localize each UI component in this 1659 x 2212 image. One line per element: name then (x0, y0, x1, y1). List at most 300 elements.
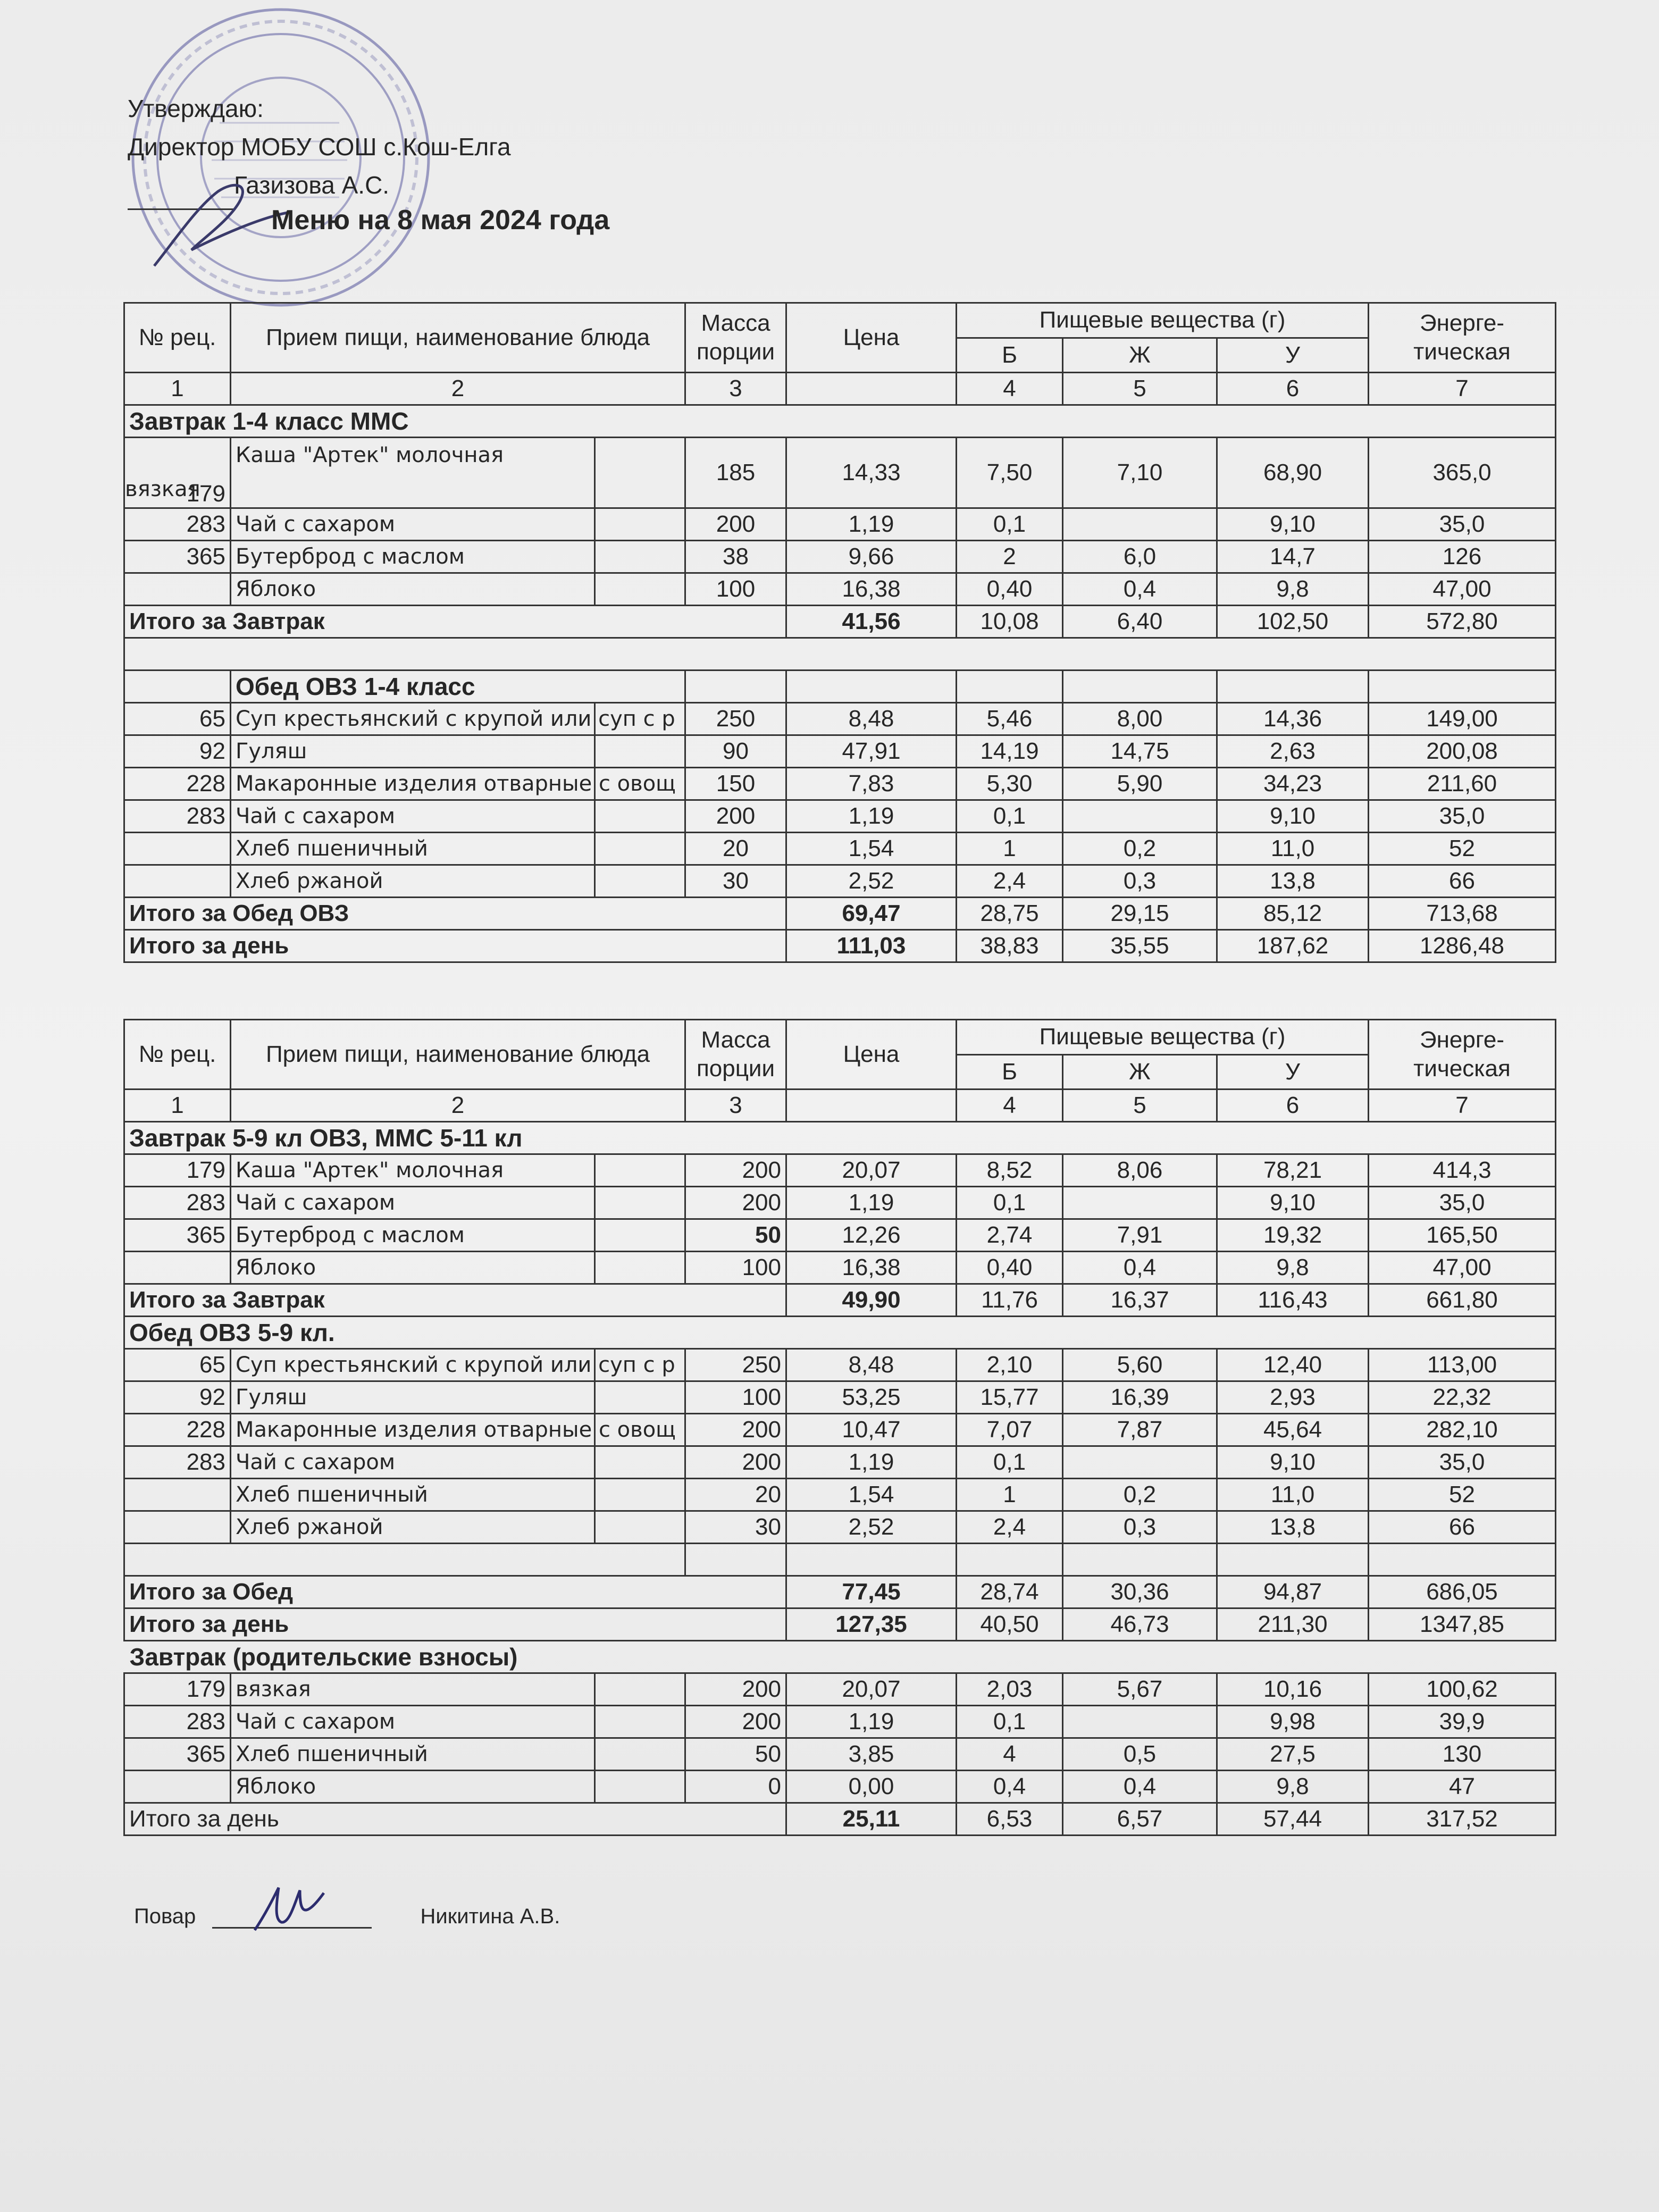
col-zh: Ж (1063, 1054, 1217, 1090)
day-total-zh: 35,55 (1063, 930, 1217, 962)
mass-cell: 200 (685, 1154, 786, 1187)
energy-cell: 100,62 (1369, 1673, 1556, 1706)
total-b: 10,08 (957, 606, 1063, 638)
mass-cell: 200 (685, 1446, 786, 1479)
dish-extra-cell (595, 1446, 685, 1479)
rec-cell (124, 573, 231, 606)
table-row (124, 1381, 1556, 1414)
day-total-energy: 1286,48 (1369, 930, 1556, 962)
num-3: 3 (685, 1090, 786, 1122)
mass-cell: 20 (685, 1479, 786, 1511)
col-energy: Энерге-тическая (1369, 1020, 1556, 1090)
price-cell: 20,07 (786, 1154, 957, 1187)
energy-cell: 365,0 (1369, 438, 1556, 508)
zh-cell: 0,5 (1063, 1738, 1217, 1771)
table-row (124, 1252, 1556, 1284)
energy-cell: 47,00 (1369, 1252, 1556, 1284)
section-title: Обед ОВЗ 5-9 кл. (124, 1317, 1556, 1349)
dish-name-cell: Хлеб пшеничный (231, 833, 595, 865)
rec-cell: 92 (124, 735, 231, 768)
energy-cell: 200,08 (1369, 735, 1556, 768)
cook-signature (249, 1877, 329, 1936)
b-cell: 1 (957, 833, 1063, 865)
mass-cell: 30 (685, 865, 786, 898)
column-numbers-row (124, 373, 1556, 405)
mass-cell: 50 (685, 1219, 786, 1252)
dish-extra-cell (595, 735, 685, 768)
day-total-u: 211,30 (1217, 1608, 1369, 1641)
zh-cell: 0,4 (1063, 1771, 1217, 1803)
section-title-row (124, 1641, 1556, 1673)
u-cell: 11,0 (1217, 1479, 1369, 1511)
energy-cell: 414,3 (1369, 1154, 1556, 1187)
dish-extra-cell (595, 573, 685, 606)
mass-cell: 90 (685, 735, 786, 768)
table-row (124, 1446, 1556, 1479)
b-cell: 5,30 (957, 768, 1063, 800)
dish-name-cell: Макаронные изделия отварные с овощ (231, 768, 595, 800)
energy-cell: 35,0 (1369, 1446, 1556, 1479)
b-cell: 2,74 (957, 1219, 1063, 1252)
dish-name-cell: Яблоко (231, 573, 595, 606)
num-6: 6 (1217, 1090, 1369, 1122)
column-numbers-row (124, 1090, 1556, 1122)
u-cell: 78,21 (1217, 1154, 1369, 1187)
dish-name-cell: Чай с сахаром (231, 508, 595, 541)
table-row (124, 833, 1556, 865)
day-total-zh: 46,73 (1063, 1608, 1217, 1641)
day-total-label: Итого за день (124, 1608, 786, 1641)
col-rec-no: № рец. (124, 1020, 231, 1090)
num-3: 3 (685, 373, 786, 405)
zh-cell (1063, 1706, 1217, 1738)
dish-name-cell: Гуляш (231, 1381, 595, 1414)
table-row (124, 573, 1556, 606)
header-row (124, 1020, 1556, 1055)
total-zh: 6,40 (1063, 606, 1217, 638)
energy-cell: 39,9 (1369, 1706, 1556, 1738)
num-2: 2 (231, 1090, 685, 1122)
price-cell: 53,25 (786, 1381, 957, 1414)
dish-name-cell: Яблоко (231, 1771, 595, 1803)
rec-cell (124, 1479, 231, 1511)
dish-name-cell: Чай с сахаром (231, 1187, 595, 1219)
u-cell: 19,32 (1217, 1219, 1369, 1252)
col-energy: Энерге-тическая (1369, 303, 1556, 373)
director-name: Газизова А.С. (234, 171, 390, 199)
footer-cook (134, 1904, 560, 1929)
section-title-row (124, 405, 1556, 438)
price-cell: 1,19 (786, 1187, 957, 1219)
dish-name-cell: Хлеб ржаной (231, 865, 595, 898)
total-price: 77,45 (786, 1576, 957, 1608)
zh-cell: 6,0 (1063, 541, 1217, 573)
total-label: Итого за Завтрак (124, 1284, 786, 1317)
dish-name-cell: Хлеб пшеничный (231, 1479, 595, 1511)
num-4: 4 (957, 373, 1063, 405)
rec-cell: 65 (124, 703, 231, 735)
table-row (124, 508, 1556, 541)
b-cell: 15,77 (957, 1381, 1063, 1414)
price-cell: 9,66 (786, 541, 957, 573)
zh-cell: 0,2 (1063, 833, 1217, 865)
dish-name-cell: Суп крестьянский с крупой или суп с р (231, 703, 595, 735)
section-title: Завтрак (родительские взносы) (124, 1641, 1556, 1673)
col-meal-name: Прием пищи, наименование блюда (231, 1020, 685, 1090)
rec-cell: 283 (124, 1446, 231, 1479)
total-u: 94,87 (1217, 1576, 1369, 1608)
rec-cell: 283 (124, 508, 231, 541)
energy-cell: 52 (1369, 1479, 1556, 1511)
rec-cell (124, 833, 231, 865)
mass-cell: 200 (685, 508, 786, 541)
b-cell: 7,50 (957, 438, 1063, 508)
rec-cell (124, 1252, 231, 1284)
dish-extra-cell (595, 1154, 685, 1187)
energy-cell: 126 (1369, 541, 1556, 573)
zh-cell: 8,00 (1063, 703, 1217, 735)
director-line: Директор МОБУ СОШ с.Кош-Елга (128, 133, 511, 161)
rec-cell: 283 (124, 1187, 231, 1219)
dish-name-line2: вязкая (125, 477, 200, 501)
dish-name-cell: Хлеб пшеничный (231, 1738, 595, 1771)
mass-cell: 100 (685, 573, 786, 606)
approve-label: Утверждаю: (128, 95, 264, 122)
col-b: Б (957, 338, 1063, 373)
table-row (124, 1511, 1556, 1544)
dish-extra-cell (595, 1673, 685, 1706)
section-title: Завтрак 1-4 класс ММС (124, 405, 1556, 438)
u-cell: 14,36 (1217, 703, 1369, 735)
energy-cell: 113,00 (1369, 1349, 1556, 1381)
u-cell: 9,10 (1217, 1446, 1369, 1479)
zh-cell: 5,67 (1063, 1673, 1217, 1706)
table-row (124, 735, 1556, 768)
u-cell: 13,8 (1217, 1511, 1369, 1544)
table-row (124, 703, 1556, 735)
dish-extra-cell (595, 1771, 685, 1803)
zh-cell (1063, 508, 1217, 541)
rec-cell: 365 (124, 541, 231, 573)
dish-name-cell: Хлеб ржаной (231, 1511, 595, 1544)
u-cell: 34,23 (1217, 768, 1369, 800)
mass-cell: 150 (685, 768, 786, 800)
zh-cell: 16,39 (1063, 1381, 1217, 1414)
mass-cell: 185 (685, 438, 786, 508)
price-cell: 1,19 (786, 1706, 957, 1738)
dish-name-cell: Каша "Артек" молочная (231, 1154, 595, 1187)
total-u: 116,43 (1217, 1284, 1369, 1317)
price-cell: 1,19 (786, 800, 957, 833)
u-cell: 2,63 (1217, 735, 1369, 768)
zh-cell: 14,75 (1063, 735, 1217, 768)
u-cell: 13,8 (1217, 865, 1369, 898)
u-cell: 9,10 (1217, 508, 1369, 541)
mass-cell: 0 (685, 1771, 786, 1803)
section-title-row (124, 1317, 1556, 1349)
table-row (124, 1187, 1556, 1219)
rec-cell: 228 (124, 1414, 231, 1446)
price-cell: 7,83 (786, 768, 957, 800)
col-zh: Ж (1063, 338, 1217, 373)
dish-extra-cell (595, 1381, 685, 1414)
u-cell: 14,7 (1217, 541, 1369, 573)
section-title: Обед ОВЗ 1-4 класс (231, 671, 685, 703)
b-cell: 2 (957, 541, 1063, 573)
dish-name-cell: Чай с сахаром (231, 800, 595, 833)
day-total-label: Итого за день (124, 930, 786, 962)
mass-cell: 200 (685, 1706, 786, 1738)
energy-cell: 211,60 (1369, 768, 1556, 800)
dish-extra-cell (595, 1187, 685, 1219)
rec-cell (124, 1771, 231, 1803)
col-u: У (1217, 338, 1369, 373)
dish-extra-cell (595, 1511, 685, 1544)
day-total-b: 40,50 (957, 1608, 1063, 1641)
zh-cell (1063, 800, 1217, 833)
mass-cell: 200 (685, 800, 786, 833)
price-cell: 1,19 (786, 508, 957, 541)
total-price: 41,56 (786, 606, 957, 638)
cook-signature-line (212, 1904, 372, 1929)
mass-cell: 100 (685, 1381, 786, 1414)
total-zh: 6,57 (1063, 1803, 1217, 1836)
price-cell: 1,54 (786, 833, 957, 865)
rec-cell: 179 (124, 438, 231, 508)
rec-cell: 92 (124, 1381, 231, 1414)
table-row (124, 438, 1556, 508)
table-row (124, 1154, 1556, 1187)
mass-cell: 100 (685, 1252, 786, 1284)
num-7: 7 (1369, 373, 1556, 405)
total-row (124, 1284, 1556, 1317)
rec-cell (124, 865, 231, 898)
total-zh: 29,15 (1063, 898, 1217, 930)
u-cell: 68,90 (1217, 438, 1369, 508)
dish-extra-cell (595, 508, 685, 541)
header-row (124, 303, 1556, 338)
b-cell: 0,1 (957, 1706, 1063, 1738)
cook-label: Повар (134, 1905, 196, 1928)
total-label: Итого за Обед (124, 1576, 786, 1608)
num-6: 6 (1217, 373, 1369, 405)
dish-name-cell: Макаронные изделия отварные с овощ (231, 1414, 595, 1446)
mass-cell: 50 (685, 1738, 786, 1771)
b-cell: 0,1 (957, 800, 1063, 833)
day-total-row (124, 930, 1556, 962)
dish-extra-cell (595, 1252, 685, 1284)
b-cell: 14,19 (957, 735, 1063, 768)
spacer-row (124, 1544, 1556, 1576)
price-cell: 8,48 (786, 703, 957, 735)
rec-cell: 228 (124, 768, 231, 800)
u-cell: 9,10 (1217, 800, 1369, 833)
price-cell: 16,38 (786, 1252, 957, 1284)
num-4: 4 (957, 1090, 1063, 1122)
day-total-energy: 1347,85 (1369, 1608, 1556, 1641)
zh-cell (1063, 1187, 1217, 1219)
col-rec-no: № рец. (124, 303, 231, 373)
day-total-row (124, 1608, 1556, 1641)
menu-table-5-11 (123, 1019, 1556, 1836)
table-row (124, 1706, 1556, 1738)
b-cell: 2,03 (957, 1673, 1063, 1706)
mass-cell: 20 (685, 833, 786, 865)
num-2: 2 (231, 373, 685, 405)
col-mass: Масса порции (685, 1020, 786, 1090)
total-price: 49,90 (786, 1284, 957, 1317)
u-cell: 9,8 (1217, 1771, 1369, 1803)
zh-cell: 7,91 (1063, 1219, 1217, 1252)
zh-cell: 0,2 (1063, 1479, 1217, 1511)
u-cell: 2,93 (1217, 1381, 1369, 1414)
energy-cell: 130 (1369, 1738, 1556, 1771)
col-u: У (1217, 1054, 1369, 1090)
table-row (124, 1219, 1556, 1252)
energy-cell: 35,0 (1369, 800, 1556, 833)
cook-name: Никитина А.В. (420, 1905, 560, 1928)
day-total-b: 38,83 (957, 930, 1063, 962)
energy-cell: 22,32 (1369, 1381, 1556, 1414)
dish-name-cell: Гуляш (231, 735, 595, 768)
table-row (124, 541, 1556, 573)
price-cell: 8,48 (786, 1349, 957, 1381)
mass-cell: 250 (685, 1349, 786, 1381)
dish-name-cell: Чай с сахаром (231, 1446, 595, 1479)
dish-extra-cell (595, 1706, 685, 1738)
energy-cell: 52 (1369, 833, 1556, 865)
zh-cell (1063, 1446, 1217, 1479)
mass-cell: 200 (685, 1414, 786, 1446)
b-cell: 2,4 (957, 865, 1063, 898)
u-cell: 11,0 (1217, 833, 1369, 865)
dish-name-line1: Каша "Артек" молочная (236, 443, 504, 467)
dish-extra-cell (595, 833, 685, 865)
zh-cell: 0,3 (1063, 1511, 1217, 1544)
dish-name-cell: Суп крестьянский с крупой или суп с р (231, 1349, 595, 1381)
energy-cell: 47,00 (1369, 573, 1556, 606)
num-7: 7 (1369, 1090, 1556, 1122)
b-cell: 5,46 (957, 703, 1063, 735)
total-zh: 16,37 (1063, 1284, 1217, 1317)
u-cell: 12,40 (1217, 1349, 1369, 1381)
table-row (124, 1771, 1556, 1803)
col-nutrients: Пищевые вещества (г) (957, 1020, 1369, 1055)
mass-cell: 200 (685, 1673, 786, 1706)
section-title: Завтрак 5-9 кл ОВЗ, ММС 5-11 кл (124, 1122, 1556, 1154)
price-cell: 14,33 (786, 438, 957, 508)
price-cell: 2,52 (786, 1511, 957, 1544)
section-title-row (124, 671, 1556, 703)
mass-cell: 200 (685, 1187, 786, 1219)
dish-extra-cell (595, 800, 685, 833)
table-row (124, 865, 1556, 898)
rec-cell: 65 (124, 1349, 231, 1381)
u-cell: 45,64 (1217, 1414, 1369, 1446)
b-cell: 0,1 (957, 1187, 1063, 1219)
mass-cell: 250 (685, 703, 786, 735)
zh-cell: 5,90 (1063, 768, 1217, 800)
total-u: 57,44 (1217, 1803, 1369, 1836)
rec-cell (124, 1511, 231, 1544)
total-label: Итого за Обед ОВЗ (124, 898, 786, 930)
table-row (124, 1349, 1556, 1381)
zh-cell: 0,3 (1063, 865, 1217, 898)
table-row (124, 768, 1556, 800)
day-total-price: 111,03 (786, 930, 957, 962)
rec-cell: 365 (124, 1219, 231, 1252)
b-cell: 1 (957, 1479, 1063, 1511)
zh-cell: 0,4 (1063, 1252, 1217, 1284)
section-title-row (124, 1122, 1556, 1154)
total-zh: 30,36 (1063, 1576, 1217, 1608)
total-energy: 686,05 (1369, 1576, 1556, 1608)
u-cell: 9,10 (1217, 1187, 1369, 1219)
rec-cell: 365 (124, 1738, 231, 1771)
total-b: 6,53 (957, 1803, 1063, 1836)
energy-cell: 66 (1369, 865, 1556, 898)
total-u: 102,50 (1217, 606, 1369, 638)
u-cell: 9,8 (1217, 573, 1369, 606)
day-total-u: 187,62 (1217, 930, 1369, 962)
total-b: 28,74 (957, 1576, 1063, 1608)
price-cell: 20,07 (786, 1673, 957, 1706)
price-cell: 12,26 (786, 1219, 957, 1252)
dish-extra-cell (595, 1479, 685, 1511)
rec-cell: 283 (124, 800, 231, 833)
u-cell: 27,5 (1217, 1738, 1369, 1771)
dish-extra-cell (595, 1738, 685, 1771)
col-b: Б (957, 1054, 1063, 1090)
price-cell: 1,54 (786, 1479, 957, 1511)
dish-extra-cell (595, 1219, 685, 1252)
total-b: 11,76 (957, 1284, 1063, 1317)
zh-cell: 5,60 (1063, 1349, 1217, 1381)
zh-cell: 8,06 (1063, 1154, 1217, 1187)
total-b: 28,75 (957, 898, 1063, 930)
dish-name-cell: Чай с сахаром (231, 1706, 595, 1738)
price-cell: 16,38 (786, 573, 957, 606)
dish-extra-cell (595, 438, 685, 508)
total-energy: 572,80 (1369, 606, 1556, 638)
energy-cell: 282,10 (1369, 1414, 1556, 1446)
total-u: 85,12 (1217, 898, 1369, 930)
col-mass: Масса порции (685, 303, 786, 373)
dish-name-cell: Бутерброд с маслом (231, 541, 595, 573)
u-cell: 10,16 (1217, 1673, 1369, 1706)
energy-cell: 149,00 (1369, 703, 1556, 735)
total-energy: 317,52 (1369, 1803, 1556, 1836)
price-cell: 0,00 (786, 1771, 957, 1803)
total-label: Итого за Завтрак (124, 606, 786, 638)
total-energy: 661,80 (1369, 1284, 1556, 1317)
num-1: 1 (124, 373, 231, 405)
table-row (124, 1414, 1556, 1446)
num-5: 5 (1063, 373, 1217, 405)
mass-cell: 38 (685, 541, 786, 573)
dish-name-cell: Яблоко (231, 1252, 595, 1284)
spacer-row (124, 638, 1556, 671)
rec-cell: 179 (124, 1673, 231, 1706)
price-cell: 10,47 (786, 1414, 957, 1446)
dish-name-cell: Бутерброд с маслом (231, 1219, 595, 1252)
b-cell: 4 (957, 1738, 1063, 1771)
total-row (124, 898, 1556, 930)
total-price: 69,47 (786, 898, 957, 930)
total-row (124, 1803, 1556, 1836)
energy-cell: 47 (1369, 1771, 1556, 1803)
price-cell: 2,52 (786, 865, 957, 898)
